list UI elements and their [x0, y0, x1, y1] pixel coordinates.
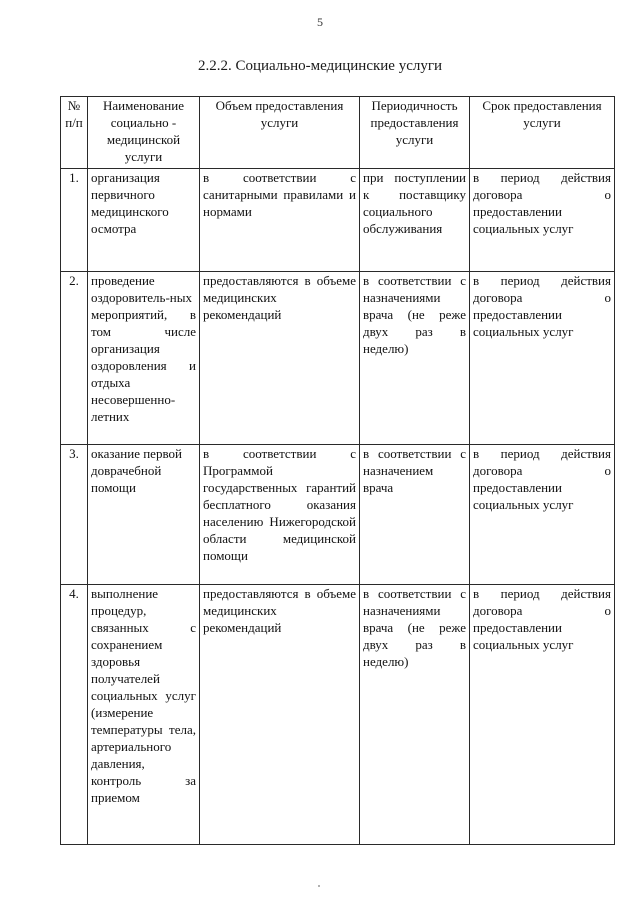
header-term: Срок предоставления услуги [470, 97, 615, 169]
periodicity-cell: в соответствии с назначениями врача (не реже двух раз в неделю) [360, 272, 470, 445]
service-name-cell: оказание первой доврачебной помощи [88, 445, 200, 585]
row-number: 2. [61, 272, 88, 445]
volume-cell: предоставляются в объеме медицинских рекомендаций [200, 272, 360, 445]
service-name-cell: проведение оздоровитель-ных мероприятий, в том числе организация оздоровления и отдыха несовершенно-летних [88, 272, 200, 445]
header-periodicity: Периодичность предоставления услуги [360, 97, 470, 169]
term-cell: в период действия договора о предоставлении социальных услуг [470, 272, 615, 445]
page-number: 5 [317, 15, 323, 29]
term-cell: в период действия договора о предоставлении социальных услуг [470, 445, 615, 585]
service-name-cell: выполнение процедур, связанных с сохранением здоровья получателей социальных услуг (измерение температуры тела, артериального давления, контроль за приемом [88, 585, 200, 845]
table-row [61, 445, 615, 585]
header-volume: Объем предоставления услуги [200, 97, 360, 169]
volume-cell: предоставляются в объеме медицинских рекомендаций [200, 585, 360, 845]
section-title: 2.2.2. Социально-медицинские услуги [197, 58, 443, 74]
scan-speck [318, 885, 320, 887]
service-name-cell: организация первичного медицинского осмотра [88, 169, 200, 272]
header-number: № п/п [61, 97, 88, 169]
table-header-row [61, 97, 615, 169]
header-service-name: Наименование социально - медицинской услуги [88, 97, 200, 169]
table-row [61, 272, 615, 445]
term-cell: в период действия договора о предоставлении социальных услуг [470, 169, 615, 272]
row-number: 3. [61, 445, 88, 585]
volume-cell: в соответствии с Программой государственных гарантий бесплатного оказания населению Нижегородской области медицинской помощи [200, 445, 360, 585]
row-number: 4. [61, 585, 88, 845]
term-cell: в период действия договора о предоставлении социальных услуг [470, 585, 615, 845]
table-row [61, 585, 615, 845]
table-row [61, 169, 615, 272]
periodicity-cell: в соответствии с назначениями врача (не реже двух раз в неделю) [360, 585, 470, 845]
volume-cell: в соответствии с санитарными правилами и нормами [200, 169, 360, 272]
periodicity-cell: в соответствии с назначением врача [360, 445, 470, 585]
services-table [60, 96, 615, 845]
periodicity-cell: при поступлении к поставщику социального обслуживания [360, 169, 470, 272]
row-number: 1. [61, 169, 88, 272]
